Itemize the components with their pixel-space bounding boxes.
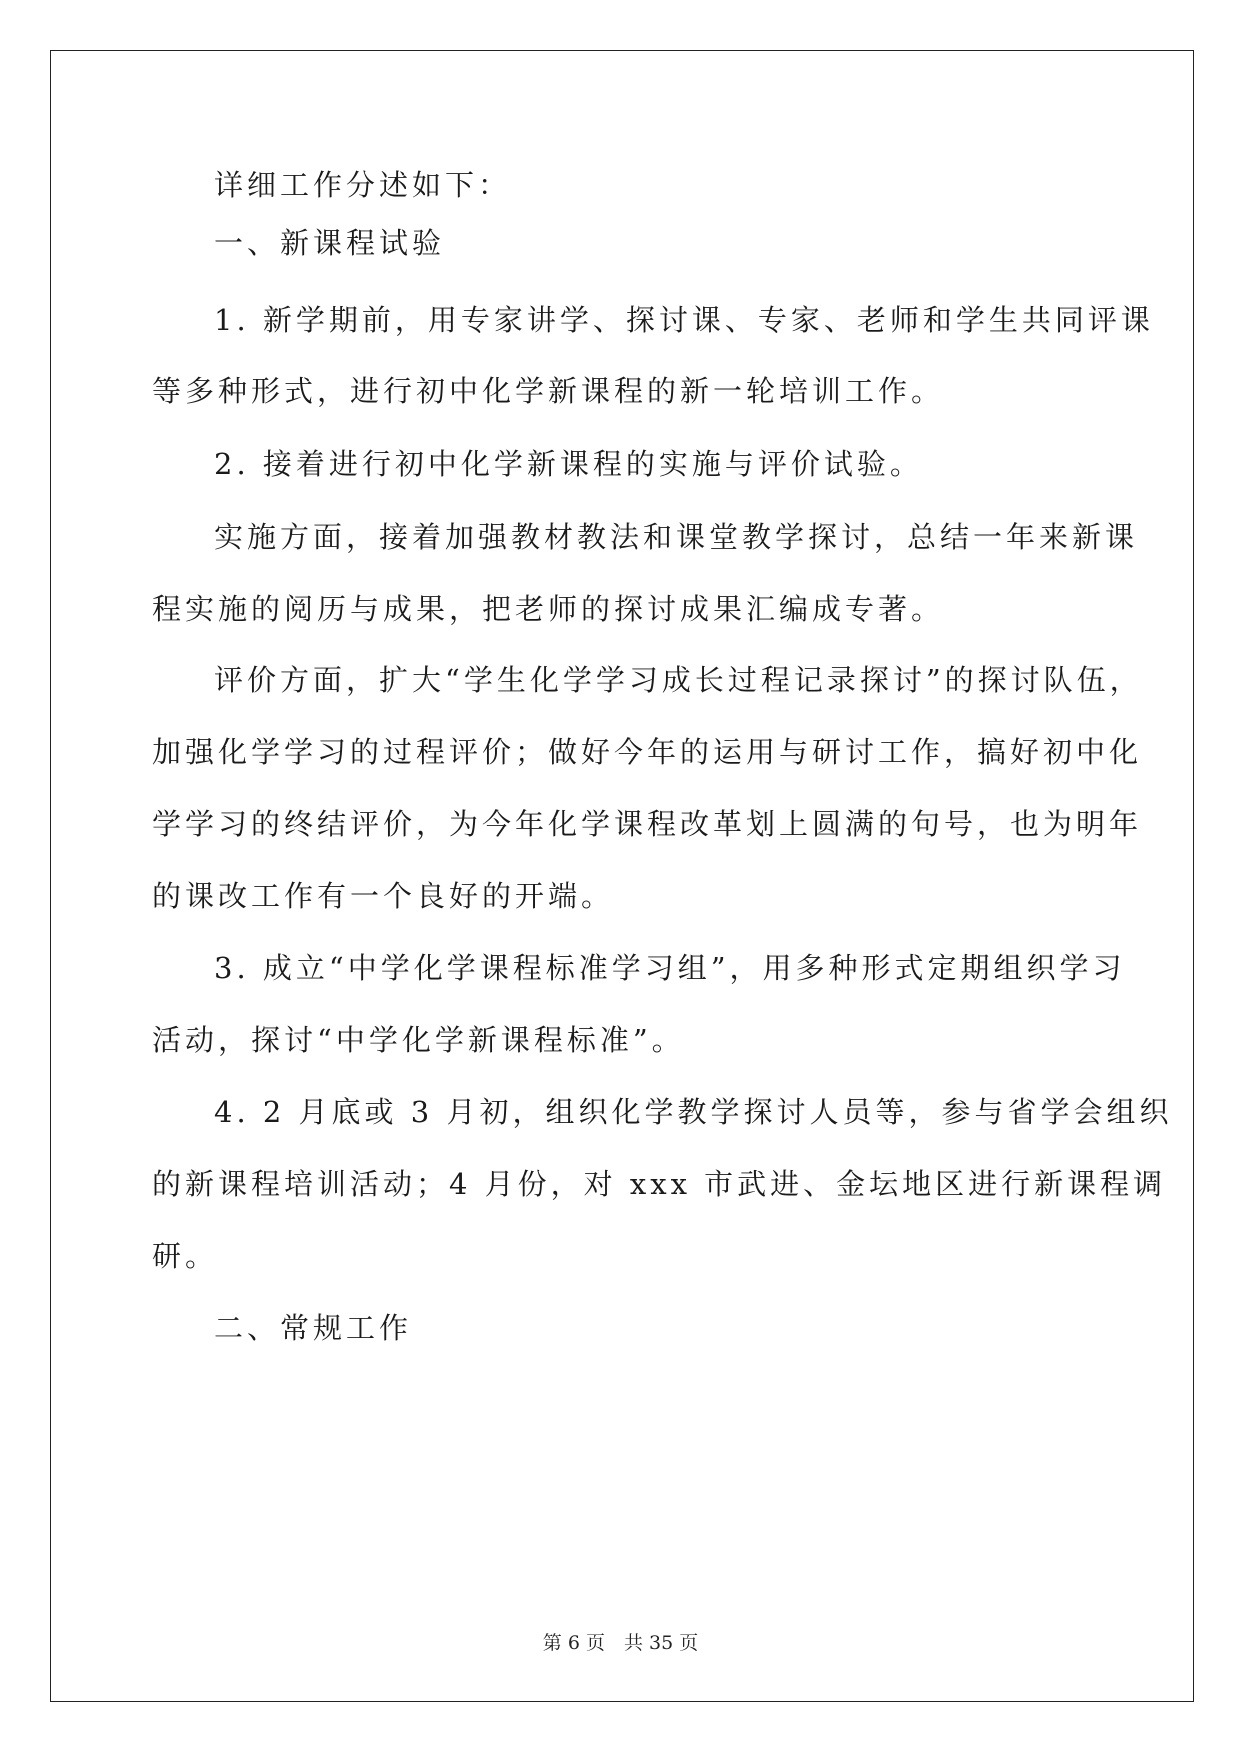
paragraph-line: 研。: [152, 1239, 219, 1273]
paragraph-line: 3. 成立“中学化学课程标准学习组”，用多种形式定期组织学习: [214, 951, 1126, 985]
paragraph-line: 的新课程培训活动；4 月份，对 xxx 市武进、金坛地区进行新课程调: [152, 1167, 1167, 1201]
section-heading: 一、新课程试验: [214, 226, 446, 260]
paragraph-line: 学学习的终结评价，为今年化学课程改革划上圆满的句号，也为明年: [152, 807, 1143, 841]
paragraph-line: 加强化学学习的过程评价；做好今年的运用与研讨工作，搞好初中化: [152, 735, 1143, 769]
paragraph-line: 4. 2 月底或 3 月初，组织化学教学探讨人员等，参与省学会组织: [214, 1095, 1173, 1129]
page-number: 第 6 页 共 35 页: [542, 1632, 699, 1654]
paragraph-line: 1. 新学期前，用专家讲学、探讨课、专家、老师和学生共同评课: [214, 303, 1154, 337]
paragraph-line: 评价方面，扩大“学生化学学习成长过程记录探讨”的探讨队伍，: [214, 663, 1143, 697]
paragraph-line: 2. 接着进行初中化学新课程的实施与评价试验。: [214, 447, 923, 481]
page-border: [50, 50, 1194, 1702]
paragraph-line: 活动，探讨“中学化学新课程标准”。: [152, 1023, 685, 1057]
paragraph-line: 详细工作分述如下：: [214, 168, 512, 202]
paragraph-line: 实施方面，接着加强教材教法和课堂教学探讨，总结一年来新课: [214, 520, 1139, 554]
paragraph-line: 等多种形式，进行初中化学新课程的新一轮培训工作。: [152, 374, 945, 408]
paragraph-line: 程实施的阅历与成果，把老师的探讨成果汇编成专著。: [152, 592, 945, 626]
section-heading: 二、常规工作: [214, 1311, 413, 1345]
paragraph-line: 的课改工作有一个良好的开端。: [152, 879, 615, 913]
